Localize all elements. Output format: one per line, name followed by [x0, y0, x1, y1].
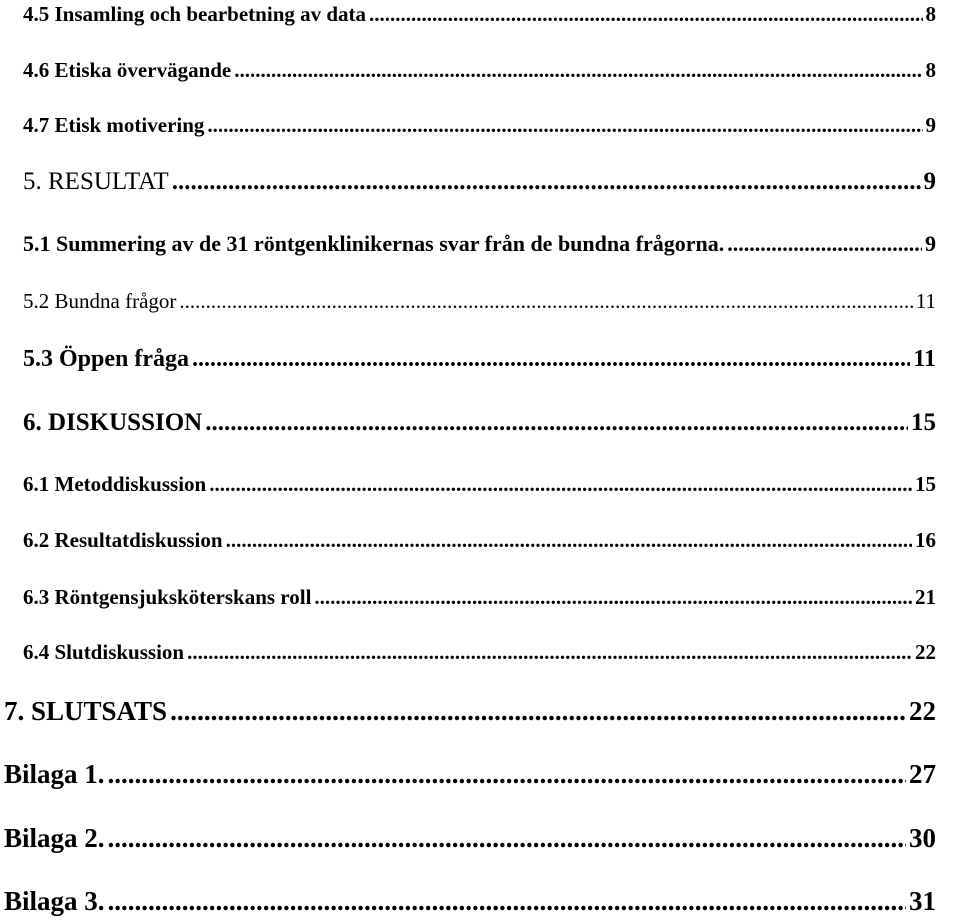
toc-entry-label: 5.3 Öppen fråga [23, 346, 190, 372]
toc-leader-dots [192, 347, 910, 371]
toc-entry-page: 8 [925, 2, 936, 26]
toc-entry-5-2[interactable] [23, 291, 936, 312]
toc-entry-page: 31 [909, 886, 936, 916]
toc-entry-6[interactable] [23, 410, 936, 435]
toc-entry-page: 30 [909, 823, 936, 853]
toc-entry-bilaga-1[interactable] [4, 761, 936, 788]
toc-entry-page: 16 [915, 528, 936, 552]
toc-leader-dots [170, 698, 906, 725]
toc-entry-label: 5.1 Summering av de 31 röntgenklinikernas svar från de bundna frågorna. [23, 231, 725, 256]
toc-leader-dots [369, 4, 922, 25]
toc-entry-5-3[interactable] [23, 347, 936, 371]
toc-entry-label: 6.4 Slutdiskussion [23, 640, 185, 664]
toc-entry-label: Bilaga 2. [4, 823, 105, 853]
toc-entry-5-1[interactable] [23, 233, 936, 255]
toc-leader-dots [108, 761, 906, 788]
toc-entry-label: 6.3 Röntgensjuksköterskans roll [23, 585, 312, 609]
toc-entry-page: 8 [925, 58, 936, 82]
toc-entry-4-6[interactable] [23, 60, 936, 81]
toc-leader-dots [207, 115, 922, 136]
toc-leader-dots [179, 291, 912, 312]
toc-entry-page: 27 [909, 759, 936, 789]
toc-entry-page: 22 [909, 696, 936, 726]
toc-entry-bilaga-2[interactable] [4, 825, 936, 852]
toc-entry-label: Bilaga 1. [4, 759, 105, 789]
toc-entry-page: 22 [915, 640, 936, 664]
toc-leader-dots [187, 642, 912, 663]
toc-entry-label: 6.2 Resultatdiskussion [23, 528, 223, 552]
toc-entry-6-2[interactable] [23, 530, 936, 551]
toc-entry-label: 6. DISKUSSION [23, 409, 203, 436]
toc-entry-6-3[interactable] [23, 587, 936, 608]
toc-entry-page: 21 [915, 585, 936, 609]
toc-entry-page: 15 [911, 409, 936, 436]
toc-entry-label: Bilaga 3. [4, 886, 105, 916]
toc-entry-page: 11 [915, 289, 936, 313]
toc-leader-dots [727, 233, 922, 255]
toc-entry-page: 9 [925, 231, 936, 256]
toc-entry-page: 9 [925, 113, 936, 137]
toc-entry-5[interactable] [23, 169, 936, 194]
toc-entry-label: 5.2 Bundna frågor [23, 289, 177, 313]
toc-entry-6-4[interactable] [23, 642, 936, 663]
toc-leader-dots [314, 587, 912, 608]
toc-entry-4-7[interactable] [23, 115, 936, 136]
toc-entry-label: 6.1 Metoddiskussion [23, 472, 207, 496]
toc-entry-label: 4.6 Etiska övervägande [23, 58, 232, 82]
toc-leader-dots [226, 530, 912, 551]
toc-entry-page: 11 [913, 346, 936, 372]
toc-entry-label: 4.5 Insamling och bearbetning av data [23, 2, 367, 26]
toc-entry-page: 9 [923, 168, 936, 195]
toc-leader-dots [205, 410, 908, 435]
toc-leader-dots [234, 60, 922, 81]
toc-entry-6-1[interactable] [23, 474, 936, 495]
toc-leader-dots [108, 825, 906, 852]
toc-entry-label: 4.7 Etisk motivering [23, 113, 205, 137]
toc-entry-page: 15 [915, 472, 936, 496]
toc-leader-dots [172, 169, 921, 194]
toc-leader-dots [108, 888, 906, 915]
toc-entry-bilaga-3[interactable] [4, 888, 936, 915]
toc-entry-4-5[interactable] [23, 4, 936, 25]
toc-entry-label: 5. RESULTAT [23, 168, 169, 195]
toc-entry-7[interactable] [4, 698, 936, 725]
toc-entry-label: 7. SLUTSATS [4, 696, 168, 726]
toc-leader-dots [209, 474, 912, 495]
